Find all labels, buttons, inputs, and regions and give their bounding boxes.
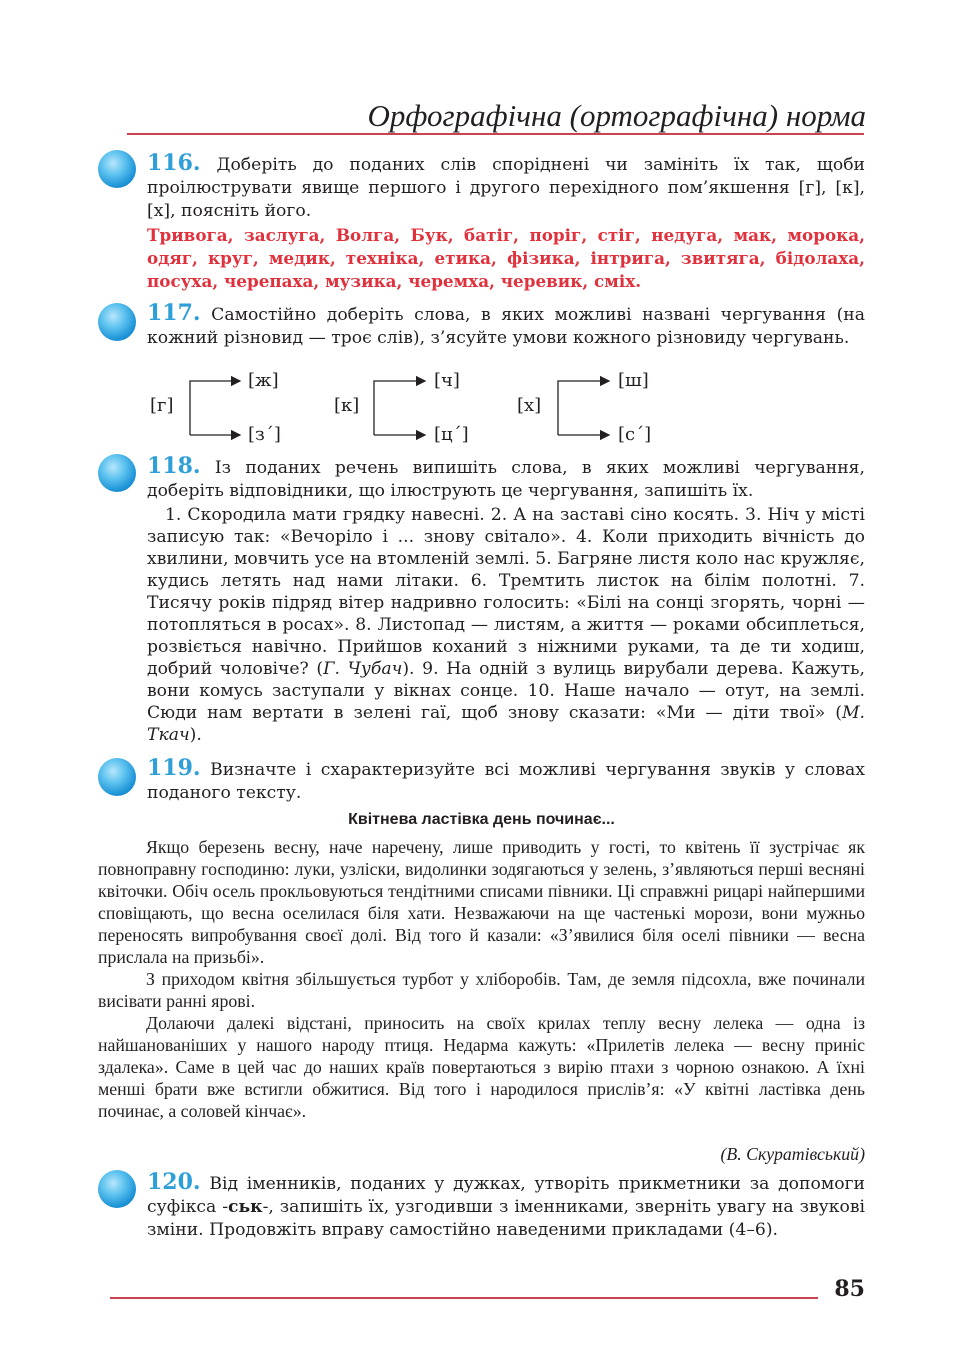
diagram-bottom: [ц´] (434, 424, 469, 445)
sentences-text: 1. Скородила мати грядку навесні. 2. А на заставі сіно косять. 3. Ніч у місті записую так: «Вечоріло і ... знову світало». 4. Коли приходить вічність до хвилини, мовчить усе на втомленій землі. 5. Багряне листя коло нас кружляє, кудись летять над нами літаки. 6. Тремтить листок на білім полотні. 7. Тисячу років підряд вітер надривно голосить: «Білі на сонці згорять, чорні — потопляться в росах». 8. Листопад — листям, а життя — роками обсиплеться, розвіється навічно. Прийшов коханий з ніжними руками, та де ти ходиш, добрий чоловіче? ( (147, 505, 865, 679)
exercise-task: Від іменників, поданих у дужках, утворіть прикметники за допомоги суфікса - (147, 1174, 865, 1217)
diagram-arrows-kh (558, 381, 609, 435)
exercise-task: Самостійно доберіть слова, в яких можливі названі чергування (на кожний різновид — троє слів), з’ясуйте умови кожного різновиду чергувань. (147, 305, 865, 348)
page-number: 85 (834, 1276, 865, 1302)
exercise-number: 120. (147, 1169, 201, 1195)
exercise-marker-icon (98, 758, 136, 796)
word-list: Тривога, заслуга, Волга, Бук, батіг, поріг, стіг, недуга, мак, морока, одяг, круг, медик, техніка, етика, фізика, інтрига, звитяга, бідолаха, посуха, черепаха, музика, черемха, черевик, сміх. (147, 225, 865, 291)
diagram-top: [ш] (618, 370, 649, 391)
suffix: ськ (228, 1197, 263, 1217)
diagram-top: [ч] (434, 370, 460, 391)
exercise-number: 116. (147, 150, 201, 176)
exercise-task: Доберіть до поданих слів споріднені чи замініть їх так, щоби проілюструвати явище першого і другого перехідного пом’якшення [г], [к], [х], поясніть його. (147, 155, 865, 221)
story-paragraph: Якщо березень весну, наче наречену, лише приводить у гості, то квітень її зустрічає як повноправну господиню: луки, узліски, видолинки зодягаються у зелень, з’являються перші весняні квіточки. Обіч осель прокльовуються тендітними списами півники. Ці справжні рицарі найпершими сповіщають, що весна оселилася біля хати. Незважаючи на ще частенькі морози, вони мужньо переносять випробування своєї долі. Від того й казали: «З’явилися біля оселі півники — весна прислала на призьбі». (98, 837, 865, 967)
diagram-bottom: [с´] (618, 424, 652, 445)
diagram-source: [х] (517, 395, 542, 416)
diagram-arrows-g (190, 381, 240, 435)
story-paragraph: З приходом квітня збільшується турбот у хліборобів. Там, де земля підсохла, вже починали висівати ранні ярові. (98, 969, 865, 1011)
story-title: Квітнева ластівка день починає... (348, 811, 615, 828)
exercise-number: 117. (147, 300, 201, 326)
quote-author: Г. Чубач (323, 659, 403, 679)
sentences-text: ). 9. На одній з вулиць вирубали дерева. Кажуть, вони комусь заступали у вікнах сонце. 10. Наше начало — отут, на землі. Сюди нам вертати в зелені гаї, щоб знову сказати: «Ми — діти твої» ( (147, 659, 865, 723)
exercise-120 (147, 1171, 865, 1242)
diagram-source: [к] (334, 395, 360, 416)
diagram-top: [ж] (248, 370, 279, 391)
exercise-task: Із поданих речень випишіть слова, в яких можливі чергування, доберіть відповідники, що ілюструють це чергування, запишіть їх. (147, 458, 865, 501)
story-paragraph: Долаючи далекі відстані, приносить на своїх крилах теплу весну лелека — одна із найшанованіших у нашого народу птиця. Недарма кажуть: «Прилетів лелека — весну приніс здалека». Саме в цей час до наших країв повертаються з вирію птахи з чорною ознакою. А їхні менші брати вже встигли обжитися. Від того і народилося прислів’я: «У квітні ластівка день починає, а соловей кінчає». (98, 1013, 865, 1121)
story-text (98, 836, 865, 1122)
page-header-title: Орфографічна (ортографічна) норма (367, 98, 866, 133)
diagram-source: [г] (150, 395, 174, 416)
exercise-task: -, запишіть їх, узгодивши з іменниками, зверніть увагу на звукові зміни. Продовжіть вправу самостійно наведеними прикладами (4–6). (147, 1197, 865, 1240)
diagram-arrows-k (374, 381, 425, 435)
quote-author: М. Ткач (147, 703, 865, 745)
exercise-task: Визначте і схарактеризуйте всі можливі чергування звуків у словах поданого тексту. (147, 760, 865, 803)
exercise-number: 119. (147, 755, 201, 781)
exercise-number: 118. (147, 453, 201, 479)
footer-rule (110, 1297, 818, 1299)
exercise-119 (147, 757, 865, 805)
sentences-end: ). (189, 725, 202, 745)
exercise-marker-icon (98, 150, 136, 188)
exercise-marker-icon (98, 1170, 136, 1208)
exercise-117 (147, 302, 865, 350)
exercise-marker-icon (98, 454, 136, 492)
story-author: (В. Скуратівський) (720, 1144, 865, 1164)
diagram-bottom: [з´] (248, 424, 281, 445)
exercise-116 (147, 152, 865, 223)
sentences-block (147, 504, 865, 746)
exercise-marker-icon (98, 303, 136, 341)
exercise-118 (147, 455, 865, 503)
header-rule (127, 133, 864, 135)
